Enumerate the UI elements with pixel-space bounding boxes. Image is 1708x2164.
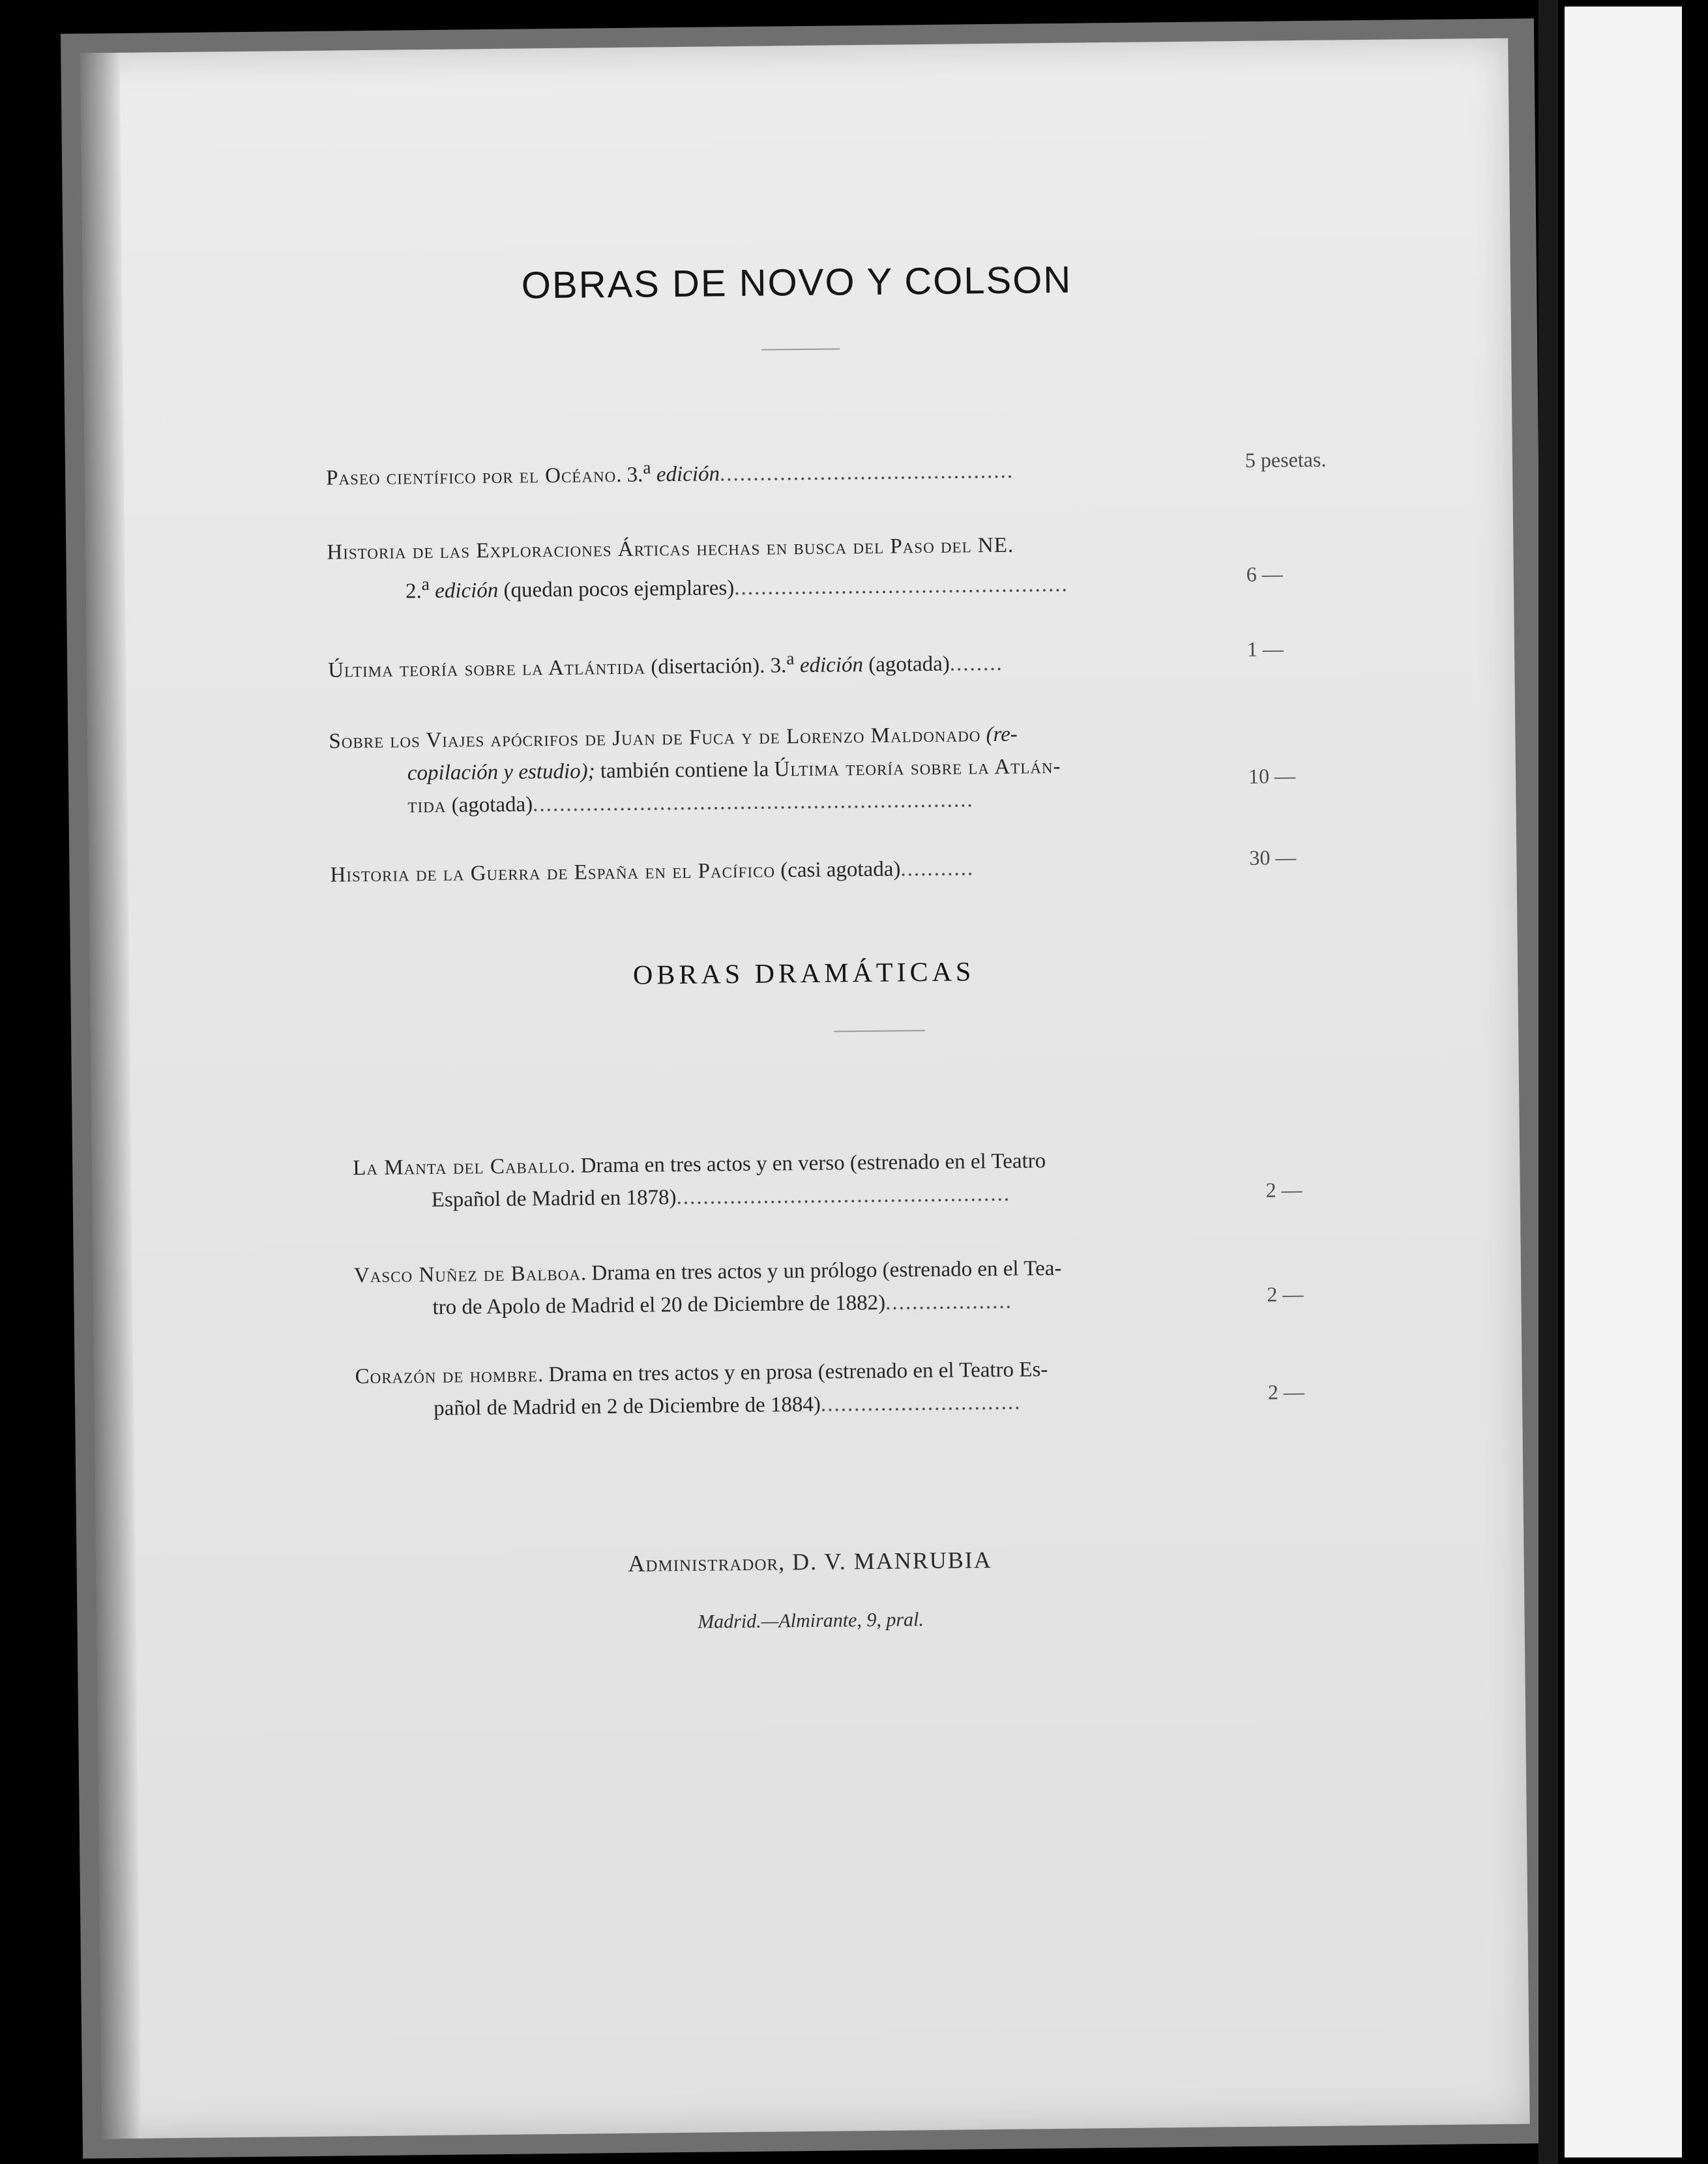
scan-border [1682, 0, 1708, 2164]
work-text: (casi agotada) [774, 857, 901, 883]
title-divider [761, 348, 840, 350]
work-text: (re- [980, 722, 1018, 747]
leader-dots: ............................................ [719, 459, 1014, 486]
edition-text: edición [651, 462, 720, 487]
work-entry [326, 448, 1014, 495]
work-title: Paseo científico por el Océano [325, 463, 617, 490]
drama-text: . Drama en tres actos y en prosa (estrenado en el Teatro Es- [537, 1358, 1048, 1387]
work-entry [329, 718, 1061, 823]
book-page [80, 38, 1529, 2139]
drama-entry [354, 1252, 1062, 1324]
price: 2 — [1267, 1282, 1304, 1306]
work-text: (agotada) [446, 793, 533, 817]
ordinal-superscript: a [421, 573, 430, 594]
administrator-label: Administrador, [628, 1549, 786, 1577]
administrator-line [96, 1540, 1524, 1583]
work-entry [327, 529, 1068, 609]
leader-dots: .................................................. [734, 572, 1068, 600]
publisher-address: Madrid.—Almirante, 9, pral. [698, 1609, 924, 1633]
price: 30 — [1249, 845, 1297, 870]
price: 2 — [1267, 1380, 1305, 1404]
price: 6 — [1246, 562, 1283, 586]
book-spine-gap [1539, 0, 1558, 2164]
work-text: copilación y estudio); [407, 759, 595, 785]
work-text: también contiene la [595, 757, 774, 783]
drama-text: Español de Madrid en 1878) [431, 1186, 677, 1212]
edition-text: edición [429, 578, 499, 603]
leader-dots: ........ [949, 651, 1004, 676]
leader-dots: ........... [900, 856, 975, 881]
work-title: Última teoría sobre la Atlántida [328, 655, 646, 682]
drama-entry [353, 1145, 1046, 1217]
page-title: OBRAS DE NOVO Y COLSON [521, 258, 1072, 307]
leader-dots: .................................................................. [533, 788, 974, 817]
work-text: (disertación). 3. [645, 654, 787, 679]
drama-text: . Drama en tres actos y en verso (estrenado en el Teatro [569, 1149, 1046, 1178]
work-entry [330, 852, 974, 891]
work-title: Sobre los Viajes apócrifos de Juan de Fuca y de Lorenzo Maldonado [329, 723, 981, 753]
work-text: 2. [405, 579, 422, 604]
leader-dots: .............................. [820, 1390, 1022, 1416]
price: 10 — [1248, 764, 1296, 788]
drama-title: La Manta del Caballo [353, 1154, 570, 1180]
leader-dots: .................................................. [676, 1182, 1011, 1210]
work-text: (agotada) [862, 652, 950, 677]
work-text: tida [407, 793, 447, 818]
section-title: OBRAS DRAMÁTICAS [632, 957, 975, 991]
drama-title: Vasco Nuñez de Balboa [353, 1261, 582, 1288]
drama-text: tro de Apolo de Madrid el 20 de Diciembre de 1882) [432, 1291, 886, 1320]
edition-text: edición [794, 653, 864, 678]
work-text: Última teoría sobre la Atlán- [774, 754, 1061, 782]
work-text: (quedan pocos ejemplares) [498, 576, 735, 602]
ordinal-superscript: a [786, 648, 795, 669]
work-title: Historia de las Exploraciones Árticas hechas en busca del Paso del NE. [327, 533, 1014, 564]
drama-entry [355, 1353, 1048, 1426]
administrator-name: D. V. MANRUBIA [784, 1547, 992, 1575]
drama-text: pañol de Madrid en 2 de Diciembre de 1884) [433, 1392, 821, 1420]
facing-page-edge [1565, 7, 1682, 2157]
work-text: . 3. [616, 463, 643, 487]
price: 2 — [1265, 1178, 1303, 1202]
drama-title: Corazón de hombre [355, 1363, 538, 1389]
work-title: Historia de la Guerra de España en el Pacífico [330, 858, 776, 887]
work-entry [328, 640, 1003, 687]
section-divider [834, 1030, 925, 1032]
leader-dots: ................... [885, 1289, 1013, 1315]
price: 5 pesetas. [1244, 447, 1327, 472]
ordinal-superscript: a [643, 457, 651, 478]
drama-text: . Drama en tres actos y un prólogo (estrenado en el Tea- [580, 1256, 1062, 1285]
price: 1 — [1246, 637, 1284, 661]
